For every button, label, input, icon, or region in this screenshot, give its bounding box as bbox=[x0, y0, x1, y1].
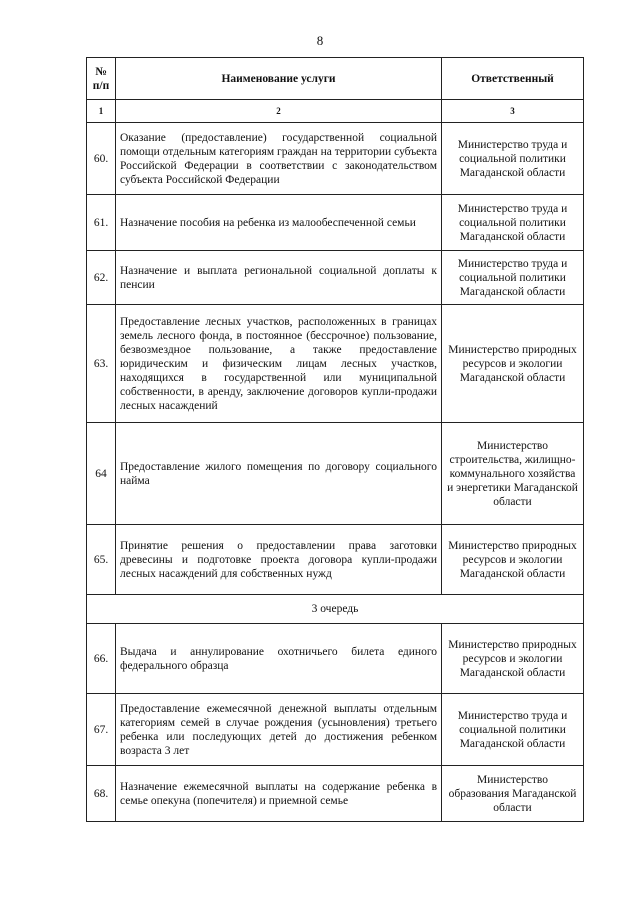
table-row bbox=[87, 423, 584, 525]
table-row bbox=[87, 766, 584, 822]
table-row bbox=[87, 251, 584, 305]
row-number: 60. bbox=[87, 123, 116, 195]
table-row bbox=[87, 305, 584, 423]
section-row bbox=[87, 595, 584, 624]
responsible: Министерство природных ресурсов и экологии Магаданской области bbox=[442, 305, 584, 423]
service-name: Назначение пособия на ребенка из малообеспеченной семьи bbox=[116, 195, 442, 251]
header-name: Наименование услуги bbox=[116, 58, 442, 100]
responsible: Министерство труда и социальной политики Магаданской области bbox=[442, 694, 584, 766]
table-header-row bbox=[87, 58, 584, 100]
responsible: Министерство природных ресурсов и экологии Магаданской области bbox=[442, 525, 584, 595]
service-name: Принятие решения о предоставлении права заготовки древесины и подготовке проекта договора купли-продажи лесных насаждений для собственных нужд bbox=[116, 525, 442, 595]
table-row bbox=[87, 694, 584, 766]
service-name: Назначение ежемесячной выплаты на содержание ребенка в семье опекуна (попечителя) и приемной семье bbox=[116, 766, 442, 822]
services-table bbox=[86, 57, 584, 822]
row-number: 63. bbox=[87, 305, 116, 423]
row-number: 66. bbox=[87, 624, 116, 694]
index-cell: 3 bbox=[442, 100, 584, 123]
index-row bbox=[87, 100, 584, 123]
header-responsible: Ответственный bbox=[442, 58, 584, 100]
responsible: Министерство образования Магаданской области bbox=[442, 766, 584, 822]
table-row bbox=[87, 195, 584, 251]
row-number: 64 bbox=[87, 423, 116, 525]
header-num: № п/п bbox=[87, 58, 116, 100]
service-name: Выдача и аннулирование охотничьего билета единого федерального образца bbox=[116, 624, 442, 694]
service-name: Оказание (предоставление) государственной социальной помощи отдельным категориям граждан на территории субъекта Российской Федерации в соответствии с законодательством субъекта Российской Федерации bbox=[116, 123, 442, 195]
responsible: Министерство труда и социальной политики Магаданской области bbox=[442, 123, 584, 195]
row-number: 61. bbox=[87, 195, 116, 251]
responsible: Министерство труда и социальной политики Магаданской области bbox=[442, 251, 584, 305]
responsible: Министерство труда и социальной политики Магаданской области bbox=[442, 195, 584, 251]
row-number: 67. bbox=[87, 694, 116, 766]
table-row bbox=[87, 624, 584, 694]
row-number: 68. bbox=[87, 766, 116, 822]
responsible: Министерство природных ресурсов и экологии Магаданской области bbox=[442, 624, 584, 694]
page-number: 8 bbox=[316, 33, 324, 48]
service-name: Предоставление ежемесячной денежной выплаты отдельным категориям семей в случае рождения (усыновления) третьего ребенка или последующих детей до достижения ребенком возраста 3 лет bbox=[116, 694, 442, 766]
index-cell: 2 bbox=[116, 100, 442, 123]
service-name: Предоставление лесных участков, расположенных в границах земель лесного фонда, в постоянное (бессрочное) пользование, безвозмездное пользование, а также предоставление юридическим и физическим лицам лесных участков, находящихся в государственной или муниципальной собственности, в аренду, заключение договоров купли-продажи лесных насаждений bbox=[116, 305, 442, 423]
table-row bbox=[87, 525, 584, 595]
service-name: Назначение и выплата региональной социальной доплаты к пенсии bbox=[116, 251, 442, 305]
table-row bbox=[87, 123, 584, 195]
row-number: 65. bbox=[87, 525, 116, 595]
row-number: 62. bbox=[87, 251, 116, 305]
service-name: Предоставление жилого помещения по договору социального найма bbox=[116, 423, 442, 525]
section-label: 3 очередь bbox=[87, 595, 584, 624]
index-cell: 1 bbox=[87, 100, 116, 123]
responsible: Министерство строительства, жилищно-коммунального хозяйства и энергетики Магаданской области bbox=[442, 423, 584, 525]
